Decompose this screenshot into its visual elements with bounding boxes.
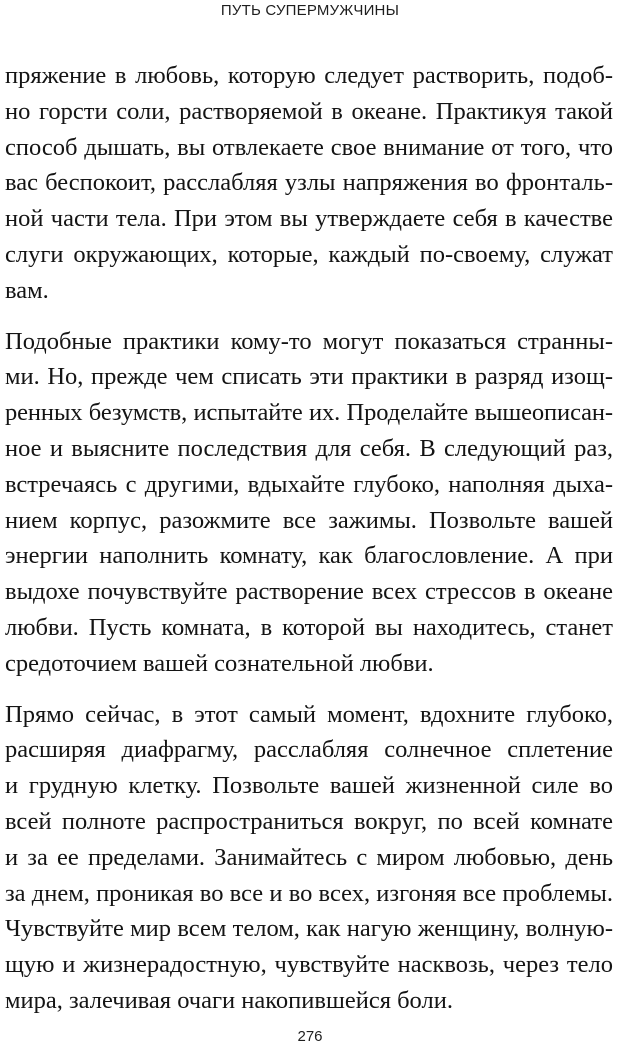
paragraph-2	[5, 324, 613, 682]
text-line: нием корпус, разожмите все зажимы. Позвольте вашей	[5, 506, 613, 534]
paragraph-spacer	[5, 309, 613, 324]
text-line: выдохе почувствуйте растворение всех стрессов в океане	[5, 578, 613, 606]
text-line: вам.	[5, 276, 49, 304]
text-line: и за ее пределами. Занимайтесь с миром любовью, день	[5, 843, 613, 871]
paragraph-spacer	[5, 682, 613, 697]
text-line: встречаясь с другими, вдыхайте глубоко, наполняя дыха-	[5, 470, 613, 498]
text-line: способ дышать, вы отвлекаете свое внимание от того, что	[5, 133, 613, 161]
text-line: но горсти соли, растворяемой в океане. Практикуя такой	[5, 97, 613, 125]
running-header: ПУТЬ СУПЕРМУЖЧИНЫ	[220, 2, 400, 19]
text-line: ное и выясните последствия для себя. В следующий раз,	[5, 434, 613, 462]
text-line: и грудную клетку. Позвольте вашей жизненной силе во	[5, 772, 613, 800]
text-line: средоточием вашей сознательной любви.	[5, 649, 434, 677]
text-line: Прямо сейчас, в этот самый момент, вдохните глубоко,	[5, 700, 613, 728]
paragraph-1	[5, 58, 613, 309]
text-line: щую и жизнерадостную, чувствуйте насквозь, через тело	[5, 951, 613, 979]
page-number: 276	[297, 1028, 323, 1045]
text-line: ренных безумств, испытайте их. Проделайте вышеописан-	[5, 399, 613, 427]
text-line: мира, залечивая очаги накопившейся боли.	[5, 986, 453, 1014]
text-line: пряжение в любовь, которую следует растворить, подоб-	[5, 62, 613, 89]
text-line: за днем, проникая во все и во всех, изгоняя все проблемы.	[5, 879, 613, 907]
page-body	[5, 58, 613, 1019]
text-line: Чувствуйте мир всем телом, как нагую женщину, волную-	[5, 915, 613, 943]
text-line: любви. Пусть комната, в которой вы находитесь, станет	[5, 613, 613, 641]
text-line: ной части тела. При этом вы утверждаете себя в качестве	[5, 205, 613, 233]
text-line: Подобные практики кому-то могут показаться странны-	[5, 327, 613, 355]
text-line: энергии наполнить комнату, как благословление. А при	[5, 542, 613, 570]
text-line: слуги окружающих, которые, каждый по-своему, служат	[5, 240, 613, 268]
text-line: ми. Но, прежде чем списать эти практики в разряд изощ-	[5, 363, 613, 391]
paragraph-3	[5, 697, 613, 1019]
text-line: вас беспокоит, расслабляя узлы напряжения во фронталь-	[5, 169, 613, 197]
text-line: всей полноте распространиться вокруг, по всей комнате	[5, 807, 613, 835]
text-line: расширяя диафрагму, расслабляя солнечное сплетение	[5, 736, 613, 764]
